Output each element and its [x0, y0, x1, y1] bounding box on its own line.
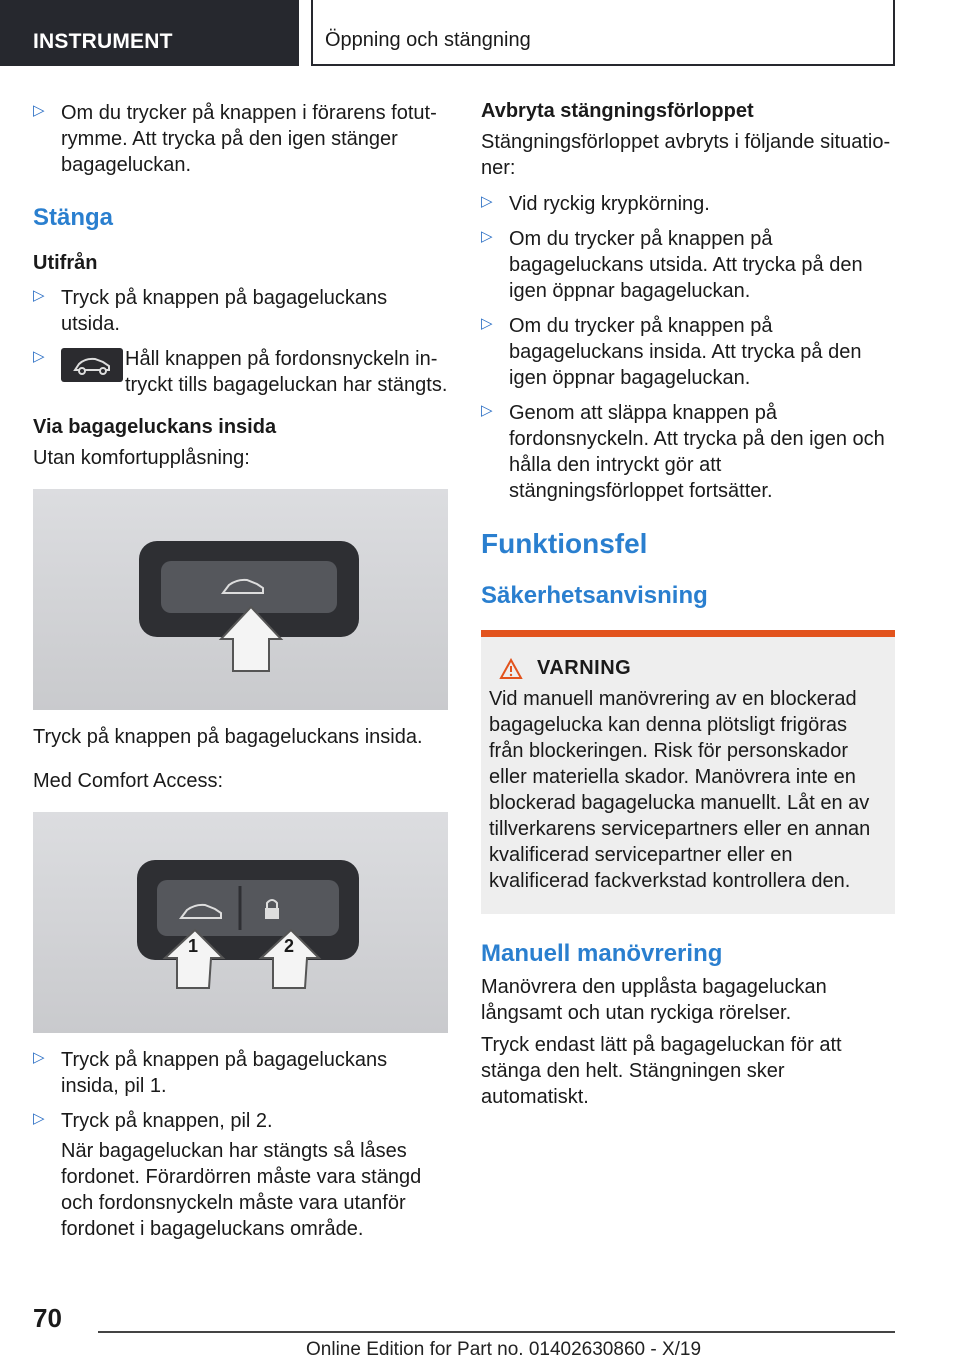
warning-box — [481, 630, 895, 914]
list-item — [481, 313, 895, 391]
paragraph-med: Med Comfort Access: — [33, 770, 224, 792]
right-column — [481, 100, 895, 1110]
list-item — [33, 1108, 448, 1134]
list-item — [481, 400, 895, 504]
list-item — [33, 285, 448, 337]
heading-utifran: Utifrån — [33, 252, 98, 274]
bullet-triangle-icon: ▷ — [33, 1049, 45, 1066]
list-item-text: Om du trycker på knappen i förarens fotutrymme. Att trycka på den igen stänger bagageluckan. — [61, 102, 437, 176]
list-item — [33, 1047, 448, 1099]
page-number: 70 — [33, 1303, 62, 1333]
list-item-text: Vid ryckig krypkörning. — [509, 193, 710, 215]
bullet-triangle-icon: ▷ — [481, 402, 493, 419]
bullet-triangle-icon: ▷ — [33, 348, 45, 365]
heading-manuell: Manuell manövrering — [481, 940, 723, 967]
list-item — [33, 100, 448, 178]
page-header — [0, 0, 960, 66]
tailgate-button-photo — [33, 489, 448, 710]
bullet-triangle-icon: ▷ — [33, 102, 45, 119]
heading-via-insida: Via bagageluckans insida — [33, 416, 277, 438]
car-tailgate-key-icon — [61, 348, 123, 382]
chapter-title: Öppning och stängning — [311, 0, 895, 66]
heading-stanga: Stänga — [33, 204, 114, 231]
warning-triangle-icon — [499, 658, 523, 680]
list-item-text: Om du trycker på knappen på bagageluckans insida. Att trycka på den igen öppnar bagageluckan. — [509, 315, 862, 389]
heading-avbryta: Avbryta stängningsförloppet — [481, 100, 754, 122]
comfort-access-buttons-photo — [33, 812, 448, 1033]
paragraph-manuell-1: Manövrera den upplåsta bagageluckan långsamt och utan ryckiga rörelser. — [481, 976, 827, 1024]
arrow-label-1: 1 — [188, 936, 199, 956]
arrow-label-2: 2 — [284, 936, 295, 956]
list-item-text: Håll knappen på fordonsnyckeln intryckt tills bagageluckan har stängts. — [125, 348, 448, 396]
heading-sakerhet: Säkerhetsanvisning — [481, 582, 708, 609]
warning-text: Vid manuell manövrering av en blockerad bagagelucka kan denna plötsligt frigöras från blockeringen. Risk för personskador eller materiella skador. Manövrera inte en blockerad bagagelucka manuellt. Låt en av tillverkarens servicepartners eller en annan kvalificerad servicepartner eller en kvalificerad fackverkstad kontrollera den. — [489, 688, 871, 892]
list-item-text: Tryck på knappen, pil 2. — [61, 1110, 273, 1132]
list-item — [481, 226, 895, 304]
paragraph-locked: När bagageluckan har stängts så låses fordonet. Förardörren måste vara stängd och fordonsnyckeln måste vara utanför fordonet i bagageluckans område. — [61, 1140, 422, 1240]
list-item-text: Om du trycker på knappen på bagageluckans utsida. Att trycka på den igen öppnar bagageluckan. — [509, 228, 863, 302]
warning-header — [489, 657, 883, 680]
list-item-text: Genom att släppa knappen på fordonsnyckeln. Att trycka på den igen och hålla den intryckt gör att stängningsförloppet fortsätter. — [509, 402, 885, 502]
bullet-triangle-icon: ▷ — [481, 315, 493, 332]
list-item-text: Tryck på knappen på bagageluckans insida, pil 1. — [61, 1049, 388, 1097]
list-item — [33, 346, 448, 398]
list-item — [481, 191, 895, 217]
left-column — [33, 100, 448, 1242]
paragraph-utan: Utan komfortupplåsning: — [33, 447, 250, 469]
paragraph-manuell-2: Tryck endast lätt på bagageluckan för att stänga den helt. Stängningen sker automatiskt. — [481, 1034, 842, 1108]
caption-insida: Tryck på knappen på bagageluckans insida. — [33, 726, 423, 748]
bullet-triangle-icon: ▷ — [33, 287, 45, 304]
bullet-triangle-icon: ▷ — [481, 228, 493, 245]
list-item-text: Tryck på knappen på bagageluckans utsida. — [61, 287, 388, 335]
bullet-triangle-icon: ▷ — [481, 193, 493, 210]
heading-funktionsfel: Funktionsfel — [481, 528, 648, 559]
section-tab: INSTRUMENT — [0, 0, 299, 66]
lock-icon — [265, 908, 279, 919]
warning-title: VARNING — [537, 657, 632, 679]
footer-edition: Online Edition for Part no. 01402630860 - X/19 — [306, 1339, 702, 1360]
footer-divider — [98, 1331, 895, 1333]
bullet-triangle-icon: ▷ — [33, 1110, 45, 1127]
paragraph-avbryta: Stängningsförloppet avbryts i följande situationer: — [481, 131, 891, 179]
